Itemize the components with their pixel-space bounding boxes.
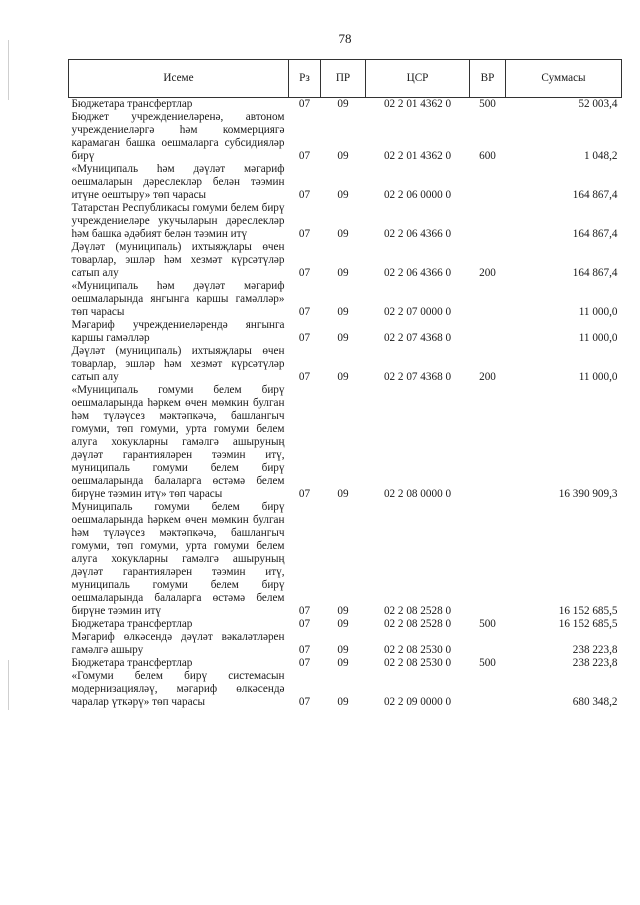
row-sum: 16 152 685,5 [558, 618, 618, 630]
row-rz: 07 [298, 618, 311, 630]
row-csr: 02 2 08 0000 0 [383, 488, 452, 500]
table-row [69, 618, 622, 631]
row-vr [470, 501, 506, 618]
row-pr: 09 [337, 332, 349, 344]
row-pr: 09 [337, 696, 349, 708]
table-row [69, 384, 622, 501]
row-csr: 02 2 01 4362 0 [383, 98, 452, 110]
row-sum: 164 867,4 [572, 189, 618, 201]
row-pr: 09 [337, 267, 349, 279]
row-vr [470, 319, 506, 345]
table-row [69, 631, 622, 657]
row-sum: 16 152 685,5 [558, 605, 618, 617]
row-csr: 02 2 07 0000 0 [383, 306, 452, 318]
row-vr [470, 631, 506, 657]
table-row [69, 345, 622, 384]
row-pr: 09 [337, 189, 349, 201]
table-row [69, 670, 622, 709]
row-pr: 09 [337, 644, 349, 656]
row-csr: 02 2 06 4366 0 [383, 267, 452, 279]
column-header-rz: Рз [289, 60, 321, 98]
row-sum: 238 223,8 [572, 644, 618, 656]
table-row [69, 657, 622, 670]
row-pr: 09 [337, 605, 349, 617]
row-rz: 07 [298, 267, 311, 279]
table-row [69, 163, 622, 202]
row-vr [470, 163, 506, 202]
row-pr: 09 [337, 488, 349, 500]
budget-table [68, 59, 622, 709]
row-rz: 07 [298, 228, 311, 240]
row-name: Мәгариф учреждениеләрендә янгынга каршы гамәлләр [71, 319, 285, 344]
row-rz: 07 [298, 371, 311, 383]
table-row [69, 280, 622, 319]
row-name: «Муниципаль гомуми белем бирү оешмаларында һәркем өчен мөмкин булган һәм түләүсез мәктәпкәчә, башлангыч гомуми, төп гомуми, урта гомуми белем алуга хокукларны гамәлгә ашыруның дәүләт гарантияләрен тәэмин итү, муниципаль гомуми белем бирү оешмаларында балаларга өстәмә белем бирүне тәэмин итү» төп чарасы [71, 384, 285, 500]
row-name: Муниципаль гомуми белем бирү оешмаларында һәркем өчен мөмкин булган һәм түләүсез мәктәпкәчә, башлангыч гомуми, төп гомуми, урта гомуми белем алуга хокукларны гамәлгә ашыруның дәүләт гарантияләрен тәэмин итү, муниципаль гомуми белем бирү оешмаларында балаларга өстәмә белем бирүне тәэмин итү [71, 501, 285, 617]
row-vr [470, 670, 506, 709]
row-csr: 02 2 06 0000 0 [383, 189, 452, 201]
row-vr: 500 [479, 98, 496, 110]
table-row [69, 241, 622, 280]
row-rz: 07 [298, 644, 311, 656]
column-header-pr: ПР [321, 60, 366, 98]
row-name: Бюджетара трансфертлар [71, 657, 193, 669]
row-csr: 02 2 09 0000 0 [383, 696, 452, 708]
row-vr: 500 [479, 657, 496, 669]
page-number: 78 [338, 31, 352, 46]
row-pr: 09 [337, 98, 349, 110]
row-csr: 02 2 01 4362 0 [383, 150, 452, 162]
row-sum: 680 348,2 [572, 696, 618, 708]
row-rz: 07 [298, 605, 311, 617]
scan-mark [8, 40, 9, 100]
row-pr: 09 [337, 150, 349, 162]
column-header-vr: ВР [470, 60, 506, 98]
row-sum: 11 000,0 [578, 332, 618, 344]
row-sum: 164 867,4 [572, 228, 618, 240]
row-pr: 09 [337, 657, 349, 669]
row-name: Бюджетара трансфертлар [71, 618, 193, 630]
table-row [69, 319, 622, 345]
row-rz: 07 [298, 332, 311, 344]
column-header-name: Исеме [69, 60, 289, 98]
row-name: «Муниципаль һәм дәүләт мәгариф оешмаларында янгынга каршы гамәлләр» төп чарасы [71, 280, 285, 318]
row-name: Дәүләт (муниципаль) ихтыяҗлары өчен товарлар, эшләр һәм хезмәт күрсәтүләр сатып алу [71, 345, 285, 383]
row-csr: 02 2 08 2530 0 [383, 644, 452, 656]
row-pr: 09 [337, 228, 349, 240]
column-header-csr: ЦСР [366, 60, 470, 98]
row-name: Татарстан Республикасы гомуми белем бирү учреждениеләре укучыларын дәреслекләр һәм башка әдәбият белән тәэмин итү [71, 202, 285, 240]
row-vr: 600 [479, 150, 496, 162]
row-sum: 52 003,4 [578, 98, 618, 110]
row-rz: 07 [298, 306, 311, 318]
table-row [69, 111, 622, 163]
row-name: «Муниципаль һәм дәүләт мәгариф оешмаларын дәреслекләр белән тәэмин итүне оештыру» төп чарасы [71, 163, 285, 201]
row-rz: 07 [298, 657, 311, 669]
row-name: Мәгариф өлкәсендә дәүләт вәкаләтләрен гамәлгә ашыру [71, 631, 285, 656]
row-csr: 02 2 08 2528 0 [383, 605, 452, 617]
table-row [69, 501, 622, 618]
row-csr: 02 2 06 4366 0 [383, 228, 452, 240]
row-name: Бюджет учреждениеләренә, автоном учреждениеләргә һәм коммерциягә карамаган башка оешмаларга субсидияләр бирү [71, 111, 285, 162]
row-pr: 09 [337, 618, 349, 630]
table-header-row [69, 60, 622, 98]
table-row [69, 202, 622, 241]
row-rz: 07 [298, 150, 311, 162]
row-csr: 02 2 07 4368 0 [383, 371, 452, 383]
row-csr: 02 2 07 4368 0 [383, 332, 452, 344]
row-sum: 164 867,4 [572, 267, 618, 279]
row-name: Дәүләт (муниципаль) ихтыяҗлары өчен товарлар, эшләр һәм хезмәт күрсәтүләр сатып алу [71, 241, 285, 279]
row-pr: 09 [337, 371, 349, 383]
row-vr: 200 [479, 267, 496, 279]
row-rz: 07 [298, 696, 311, 708]
row-vr: 200 [479, 371, 496, 383]
row-sum: 11 000,0 [578, 371, 618, 383]
row-vr: 500 [479, 618, 496, 630]
row-name: Бюджетара трансфертлар [71, 98, 193, 110]
row-vr [470, 384, 506, 501]
row-sum: 11 000,0 [578, 306, 618, 318]
column-header-sum: Суммасы [506, 60, 622, 98]
row-rz: 07 [298, 488, 311, 500]
row-sum: 1 048,2 [583, 150, 618, 162]
row-vr [470, 280, 506, 319]
row-rz: 07 [298, 98, 311, 110]
row-name: «Гомуми белем бирү системасын модернизацияләү, мәгариф өлкәсендә чаралар үткәрү» төп чарасы [71, 670, 285, 708]
row-vr [470, 202, 506, 241]
row-sum: 16 390 909,3 [558, 488, 618, 500]
row-csr: 02 2 08 2528 0 [383, 618, 452, 630]
table-row [69, 98, 622, 112]
scan-mark [8, 660, 9, 710]
row-rz: 07 [298, 189, 311, 201]
row-csr: 02 2 08 2530 0 [383, 657, 452, 669]
row-pr: 09 [337, 306, 349, 318]
row-sum: 238 223,8 [572, 657, 618, 669]
